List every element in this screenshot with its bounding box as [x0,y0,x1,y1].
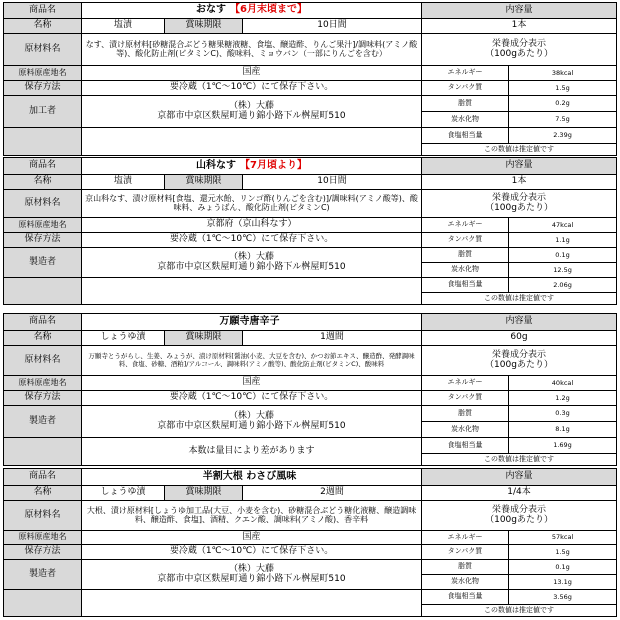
origin-label: 原料原産地名 [4,531,82,545]
maker-name: （株）大藤 [229,564,275,575]
nutrition-key: 食塩相当量 [422,438,509,454]
product-name-label: 商品名 [4,314,82,331]
expiry-label: 賞味期限 [165,175,243,190]
maker-info [82,248,422,278]
nutrition-header: 栄養成分表示 （100gあたり） [422,346,617,376]
nutrition-value: 38kcal [509,66,617,81]
content-label: 内容量 [422,469,617,486]
content-value: 1本 [422,19,617,34]
ingredients-label: 原材料名 [4,34,82,66]
ingredients-label: 原材料名 [4,501,82,531]
blank-label-cell [4,590,82,617]
storage-label: 保存方法 [4,391,82,406]
nutrition-value: 8.1g [509,422,617,438]
product-label-1 [3,2,616,156]
origin-value: 国産 [82,531,422,545]
nutrition-key: タンパク質 [422,545,509,560]
extra-note [82,128,422,156]
season-badge: 【6月末頃まで】 [230,4,307,16]
ingredients-label: 原材料名 [4,346,82,376]
nutrition-value: 0.3g [509,406,617,422]
nutrition-key: 食塩相当量 [422,590,509,605]
season-badge: 【7月頃より】 [240,159,307,171]
nutrition-value: 40kcal [509,376,617,391]
nutrition-key: エネルギー [422,218,509,233]
maker-label: 加工者 [4,96,82,128]
nutrition-value: 13.1g [509,575,617,590]
nutrition-key: 脂質 [422,560,509,575]
nutrition-header: 栄養成分表示 （100gあたり） [422,501,617,531]
product-name-label: 商品名 [4,469,82,486]
ingredients-value: 京山科なす、漬け原材料[食塩、還元水飴、リンゴ酢(りんごを含む)]/調味料(アミノ酸等)、酸味料、みょうばん、酸化防止剤(ビタミンC) [82,190,422,218]
origin-value: 国産 [82,376,422,391]
origin-value: 京都府（京山科なす） [82,218,422,233]
ingredients-value: 大根、漬け原材料[しょうゆ加工品(大豆、小麦を含む)、砂糖混合ぶどう糖化液糖、醸造調味料、醸造酢、食塩]、酒精、クエン酸、調味料(アミノ酸)、香辛料 [82,501,422,531]
nutrition-key: 炭水化物 [422,112,509,128]
maker-label: 製造者 [4,560,82,590]
nutrition-key: エネルギー [422,66,509,81]
nutrition-value: 7.5g [509,112,617,128]
product-table [3,157,617,305]
nutrition-key: 脂質 [422,406,509,422]
nutrition-value: 1.1g [509,233,617,248]
product-name: 山科なす 【7月頃より】 [82,158,422,175]
storage-label: 保存方法 [4,81,82,96]
product-table [3,313,617,466]
nutrition-value: 2.39g [509,128,617,144]
content-label: 内容量 [422,158,617,175]
nutrition-key: タンパク質 [422,391,509,406]
category-label: 名称 [4,331,82,346]
product-name: 半割大根 わさび風味 [82,469,422,486]
nutrition-key: タンパク質 [422,81,509,96]
product-name: おなす 【6月末頃まで】 [82,3,422,19]
product-table [3,468,617,617]
nutrition-key: エネルギー [422,376,509,391]
origin-label: 原料原産地名 [4,376,82,391]
nutrition-value: 1.5g [509,545,617,560]
storage-label: 保存方法 [4,545,82,560]
maker-address: 京都市中京区麩屋町通り錦小路下ル桝屋町510 [157,110,346,121]
nutrition-key: 炭水化物 [422,263,509,278]
product-label-3 [3,313,616,466]
content-value: 1本 [422,175,617,190]
nutrition-value: 3.56g [509,590,617,605]
origin-label: 原料原産地名 [4,218,82,233]
maker-address: 京都市中京区麩屋町通り錦小路下ル桝屋町510 [157,573,346,584]
category-value: 塩漬 [82,175,165,190]
nutrition-value: 2.06g [509,278,617,293]
maker-address: 京都市中京区麩屋町通り錦小路下ル桝屋町510 [157,261,346,272]
ingredients-value: なす、漬け原材料[砂糖混合ぶどう糖果糖液糖、食塩、醸造酢、りんご果汁]/調味料(アミノ酸等)、酸化防止剤(ビタミンC)、酸味料、ミョウバン（一部にりんごを含む） [82,34,422,66]
product-name-label: 商品名 [4,3,82,19]
nutrition-value: 1.69g [509,438,617,454]
nutrition-value: 0.1g [509,248,617,263]
maker-label: 製造者 [4,406,82,438]
nutrition-value: 0.1g [509,560,617,575]
maker-address: 京都市中京区麩屋町通り錦小路下ル桝屋町510 [157,420,346,431]
category-value: 塩漬 [82,19,165,34]
nutrition-value: 57kcal [509,531,617,545]
category-value: しょうゆ漬 [82,486,165,501]
nutrition-value: 47kcal [509,218,617,233]
nutrition-header: 栄養成分表示 （100gあたり） [422,190,617,218]
expiry-value: 2週間 [243,486,422,501]
extra-note [82,278,422,305]
nutrition-key: 食塩相当量 [422,128,509,144]
expiry-label: 賞味期限 [165,331,243,346]
expiry-value: 1週間 [243,331,422,346]
content-value: 60g [422,331,617,346]
maker-info [82,560,422,590]
storage-label: 保存方法 [4,233,82,248]
ingredients-label: 原材料名 [4,190,82,218]
blank-label-cell [4,438,82,466]
nutrition-header: 栄養成分表示 （100gあたり） [422,34,617,66]
nutrition-key: 炭水化物 [422,575,509,590]
blank-label-cell [4,128,82,156]
maker-label: 製造者 [4,248,82,278]
expiry-label: 賞味期限 [165,19,243,34]
nutrition-key: 炭水化物 [422,422,509,438]
maker-name: （株）大藤 [229,101,275,112]
category-label: 名称 [4,486,82,501]
nutrition-value: 1.5g [509,81,617,96]
extra-note [82,590,422,617]
estimate-note: この数値は推定値です [422,605,617,617]
nutrition-value: 0.2g [509,96,617,112]
nutrition-key: タンパク質 [422,233,509,248]
content-value: 1/4本 [422,486,617,501]
content-label: 内容量 [422,3,617,19]
expiry-label: 賞味期限 [165,486,243,501]
nutrition-key: エネルギー [422,531,509,545]
storage-value: 要冷蔵（1℃～10℃）にて保存下さい。 [82,391,422,406]
origin-label: 原料原産地名 [4,66,82,81]
maker-info [82,96,422,128]
maker-name: （株）大藤 [228,411,274,422]
estimate-note: この数値は推定値です [422,144,617,156]
nutrition-key: 食塩相当量 [422,278,509,293]
blank-label-cell [4,278,82,305]
product-label-4 [3,468,616,617]
content-label: 内容量 [422,314,617,331]
estimate-note: この数値は推定値です [422,293,617,305]
expiry-value: 10日間 [243,19,422,34]
nutrition-value: 12.5g [509,263,617,278]
category-label: 名称 [4,19,82,34]
estimate-note: この数値は推定値です [422,454,617,466]
maker-info [82,406,422,438]
origin-value: 国産 [82,66,422,81]
storage-value: 要冷蔵（1℃～10℃）にて保存下さい。 [82,545,422,560]
expiry-value: 10日間 [243,175,422,190]
product-name: 万願寺唐辛子 [82,314,422,331]
product-label-2 [3,157,616,305]
product-table [3,2,617,156]
nutrition-key: 脂質 [422,96,509,112]
product-name-label: 商品名 [4,158,82,175]
extra-note: 本数は量目により差があります [82,438,422,466]
nutrition-key: 脂質 [422,248,509,263]
storage-value: 要冷蔵（1℃～10℃）にて保存下さい。 [82,81,422,96]
storage-value: 要冷蔵（1℃～10℃）にて保存下さい。 [82,233,422,248]
category-label: 名称 [4,175,82,190]
maker-name: （株）大藤 [229,252,275,263]
ingredients-value: 万願寺とうがらし、生姜、みょうが、漬け原材料[醤油(小麦、大豆を含む)、かつお節エキス、醸造酢、発酵調味料、食塩、砂糖、酒粕]/アルコール、調味料(アミノ酸等)、酸化防止剤(ビタミンC)、酸味料 [82,346,422,376]
nutrition-value: 1.2g [509,391,617,406]
category-value: しょうゆ漬 [82,331,165,346]
